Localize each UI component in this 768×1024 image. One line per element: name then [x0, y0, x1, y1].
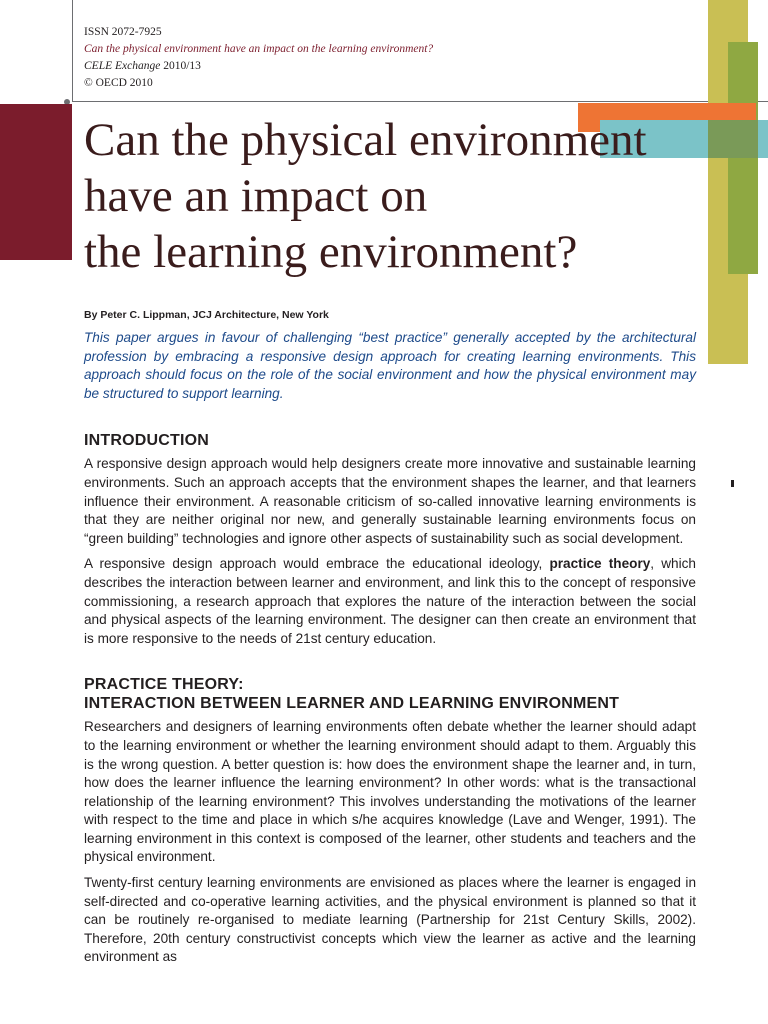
copyright: © OECD 2010	[84, 77, 153, 89]
exchange-line	[84, 58, 433, 75]
practice-heading-line-1: PRACTICE THEORY:	[84, 676, 244, 694]
green-bar	[728, 42, 758, 274]
practice-paragraph-2: Twenty-first century learning environments are envisioned as places where the learner is engaged in self-directed and co-operative learning activities, and the physical environment is planned so that it can be routinely re-organised to mediate learning (Partnership for 21st Century Skills, 2002). Therefore, 20th century constructivist concepts which view the learner as active and the learning environment as	[84, 875, 696, 965]
article-body	[84, 308, 696, 974]
header-horizontal-rule	[72, 101, 768, 102]
issn: ISSN 2072-7925	[84, 26, 162, 38]
title-line-3: the learning environment?	[84, 226, 578, 278]
byline: By Peter C. Lippman, JCJ Architecture, New York	[84, 309, 329, 321]
title-line-2: have an impact on	[84, 170, 428, 222]
series-title: Can the physical environment have an impact on the learning environment?	[84, 43, 434, 55]
header-vertical-rule	[72, 0, 73, 102]
title-line-1: Can the physical environment	[84, 114, 647, 166]
abstract: This paper argues in favour of challenging “best practice” generally accepted by the architectural profession by embracing a responsive design approach for creating learning environments. This approach should focus on the role of the social environment and how the physical environment may be structured to support learning.	[84, 330, 696, 401]
masthead	[84, 24, 433, 92]
page-marker	[731, 480, 734, 487]
introduction-paragraph-1: A responsive design approach would help designers create more innovative and sustainable learning environments. Such an approach accepts that the environment shapes the learner, and that learners influence their environment. A reasonable criticism of so-called innovative learning environments is that they are neither original nor new, and generally sustainable learning environments focus on “green building” technologies and ignore other aspects of sustainability such as social development.	[84, 456, 696, 546]
practice-heading	[84, 675, 696, 713]
intro-p2-before: A responsive design approach would embrace the educational ideology,	[84, 556, 550, 572]
practice-paragraph-1: Researchers and designers of learning environments often debate whether the learner should adapt to the learning environment or whether the learning environment should adapt to them. Arguably this is the wrong question. A better question is: how does the environment shape the learner and, in turn, how does the learner influence the learning environment? In other words: what is the transactional relationship of the learning environment? This involves understanding the motivations of the learner with respect to the time and place in which s/he acquires knowledge (Lave and Wenger, 1991). The learning environment in this context is composed of the learner, other students and teachers and the physical environment.	[84, 719, 696, 865]
practice-heading-line-2: INTERACTION BETWEEN LEARNER AND LEARNING ENVIRONMENT	[84, 695, 620, 713]
introduction-heading: INTRODUCTION	[84, 432, 210, 450]
practice-theory-term: practice theory	[549, 556, 651, 572]
exchange-number: 2010/13	[160, 60, 201, 72]
maroon-block	[0, 104, 72, 260]
intro-p2-after: , which describes the interaction between learner and environment, and link this to the concept of responsive commissioning, a research approach that explores the nature of the interaction between the social and physical aspects of the learning environment. The designer can then create an environment that is more responsive to the needs of 21st century education.	[84, 556, 696, 646]
exchange-name: CELE Exchange	[84, 60, 161, 72]
page-title	[84, 112, 724, 280]
introduction-paragraph-2	[84, 555, 696, 648]
